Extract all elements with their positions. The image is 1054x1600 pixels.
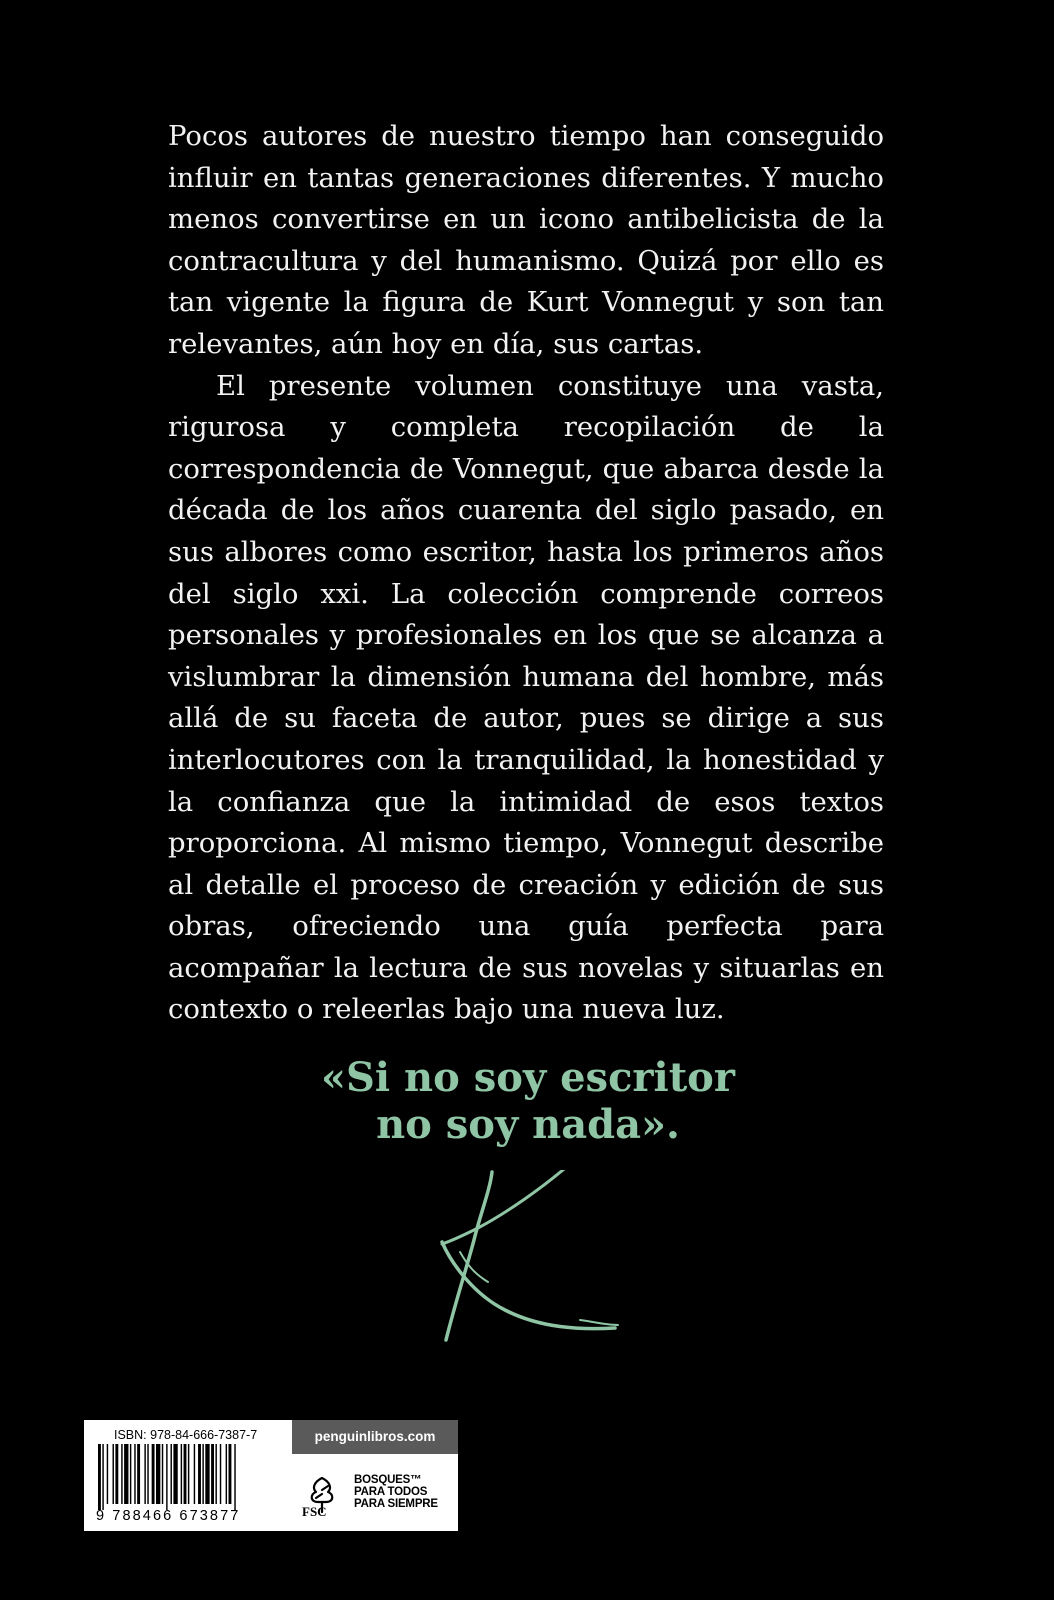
barcode-bar	[113, 1444, 114, 1504]
publisher-panel	[292, 1420, 458, 1531]
barcode-bar	[124, 1444, 128, 1504]
fsc-slogan-line-1: BOSQUES™	[354, 1474, 422, 1486]
fsc-slogan-line-2: PARA TODOS	[354, 1486, 428, 1498]
pull-quote-line-1: «Si no soy escritor	[321, 1054, 735, 1101]
barcode-bar	[152, 1444, 155, 1504]
barcode-bar	[194, 1444, 195, 1504]
isbn-barcode	[84, 1420, 292, 1531]
barcode-bar	[166, 1444, 167, 1510]
back-cover-blurb	[168, 116, 884, 1031]
barcode-bar	[147, 1444, 148, 1504]
pull-quote	[170, 1054, 886, 1148]
barcode-bar	[115, 1444, 118, 1504]
barcode-bar	[211, 1444, 214, 1504]
barcode-bar	[234, 1444, 235, 1510]
barcode-bar	[130, 1444, 131, 1504]
barcode-bar	[156, 1444, 160, 1504]
barcode-bars	[98, 1444, 280, 1510]
barcode-bar	[173, 1444, 177, 1504]
barcode-bar	[229, 1444, 232, 1504]
barcode-bar	[162, 1444, 163, 1504]
fsc-label: FSC	[302, 1504, 327, 1519]
barcode-bar	[181, 1444, 182, 1504]
isbn-label: ISBN: 978-84-666-7387-7	[114, 1428, 258, 1442]
barcode-bar	[107, 1444, 108, 1504]
barcode-bar	[205, 1444, 209, 1504]
barcode-bar	[198, 1444, 201, 1504]
blurb-paragraph-2: El presente volumen constituye una vasta, rigurosa y completa recopilación de la correspondencia de Vonnegut, que abarca desde la década de los años cuarenta del siglo pasado, en sus albores como escritor, hasta los primeros años del siglo xxi. La colección comprende correos personales y profesionales en los que se alcanza a vislumbrar la dimensión humana del hombre, más allá de su faceta de autor, pues se dirige a sus interlocutores con la tranquilidad, la honestidad y la confianza que la intimidad de esos textos proporciona. Al mismo tiempo, Vonnegut describe al detalle el proceso de creación y edición de sus obras, ofreciendo una guía perfecta para acompañar la lectura de sus novelas y situarlas en contexto o releerlas bajo una nueva luz.	[168, 369, 884, 1026]
barcode-bar	[171, 1444, 172, 1504]
barcode-bar	[220, 1444, 221, 1504]
barcode-bar	[134, 1444, 135, 1504]
barcode-bar	[137, 1444, 140, 1504]
barcode-bar	[188, 1444, 189, 1504]
barcode-bar	[102, 1444, 103, 1510]
blurb-paragraph-1: Pocos autores de nuestro tiempo han conseguido influir en tantas generaciones diferentes. Y mucho menos convertirse en un icono antibelicista de la contracultura y del humanismo. Quizá por ello es tan vigente la figura de Kurt Vonnegut y son tan relevantes, aún hoy en día, sus cartas.	[168, 120, 884, 360]
barcode-bar	[226, 1444, 227, 1504]
barcode-bar	[121, 1444, 122, 1504]
publisher-url: penguinlibros.com	[292, 1420, 458, 1454]
barcode-bar	[184, 1444, 187, 1504]
barcode-bar	[202, 1444, 203, 1504]
barcode-bar	[144, 1444, 145, 1504]
fsc-slogan	[354, 1474, 438, 1510]
barcode-bar	[215, 1444, 216, 1504]
fsc-slogan-line-3: PARA SIEMPRE	[354, 1498, 438, 1510]
barcode-digits: 9 788466 673877	[96, 1508, 241, 1524]
pull-quote-line-2: no soy nada».	[376, 1101, 680, 1148]
barcode-bar	[98, 1444, 101, 1510]
signature-k-icon	[430, 1170, 630, 1360]
